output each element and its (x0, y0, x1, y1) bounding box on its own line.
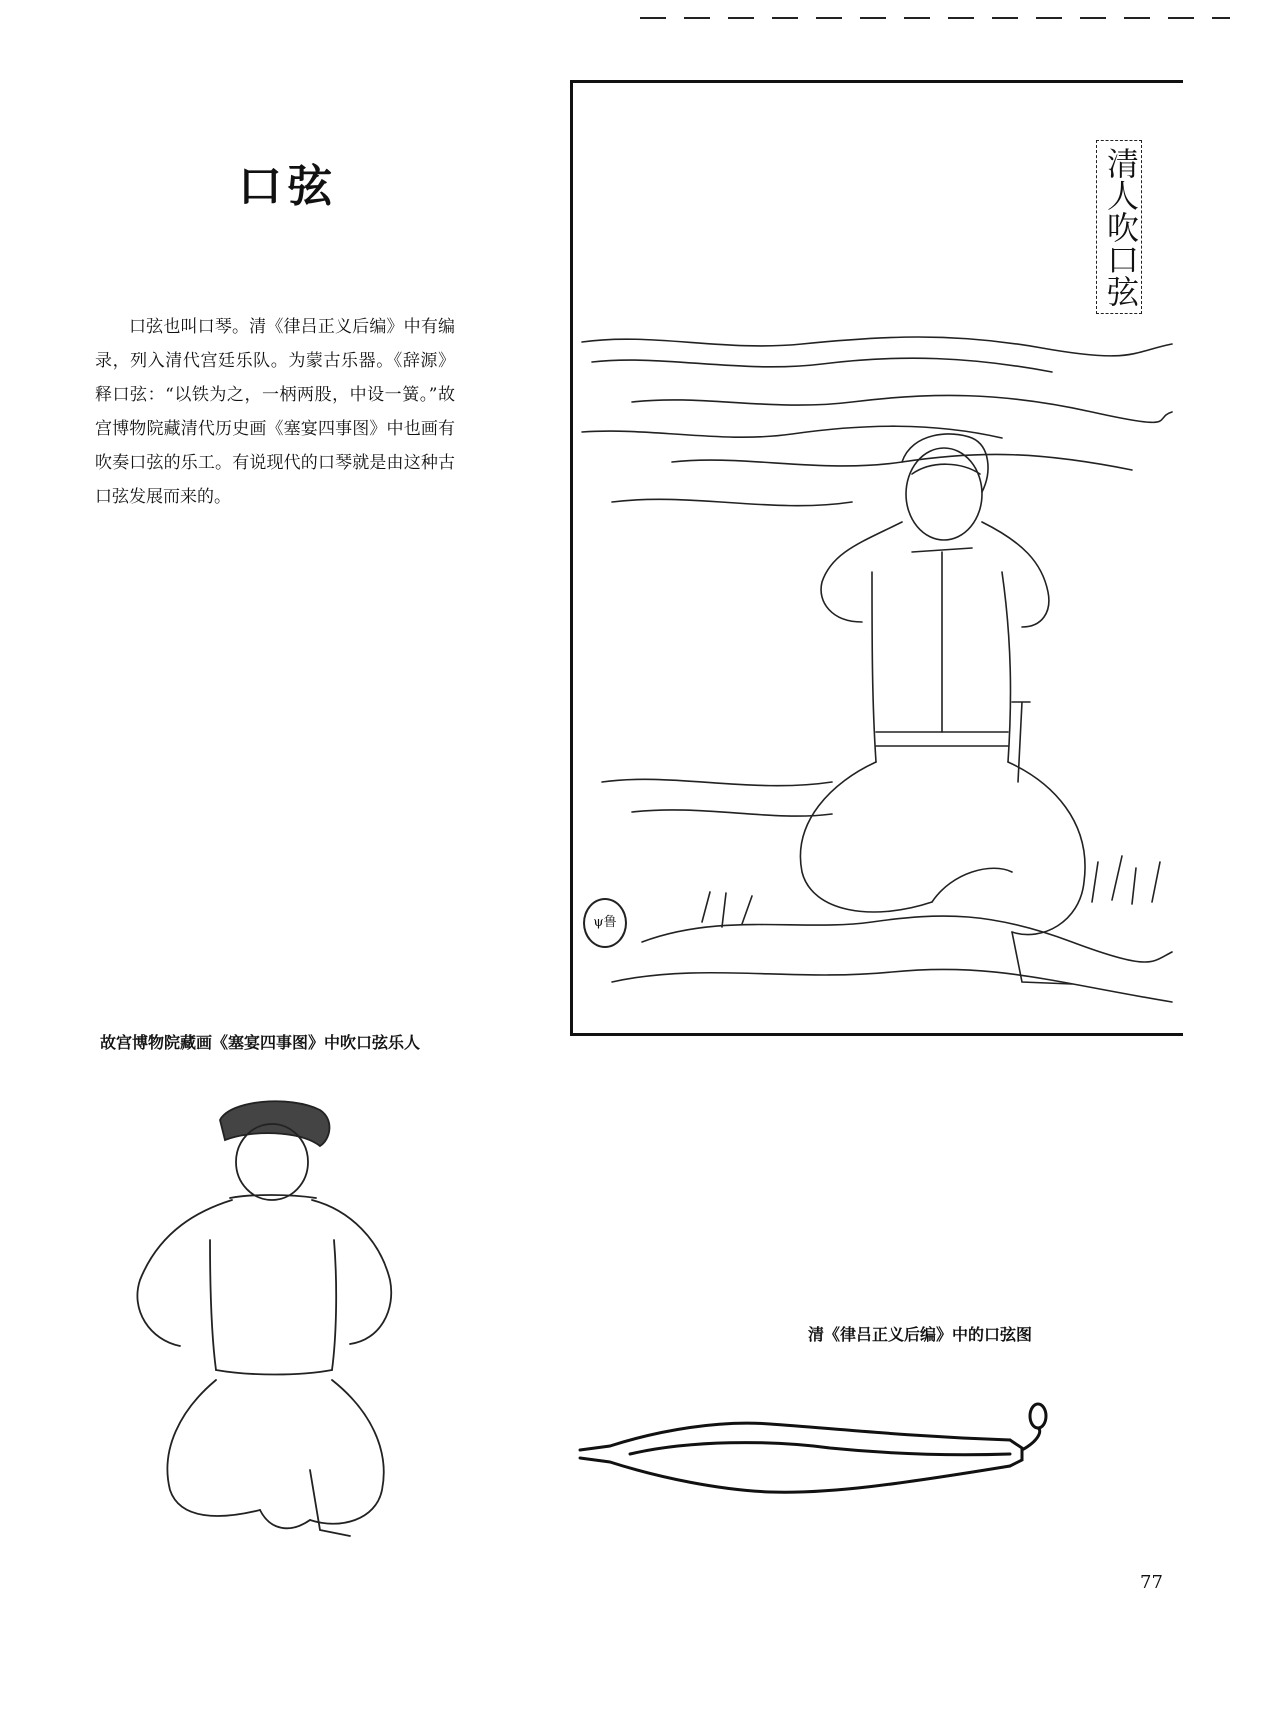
page-number: 77 (1140, 1572, 1163, 1593)
page-title: 口弦 (238, 161, 338, 212)
diagram-caption: 清《律吕正义后编》中的口弦图 (808, 1325, 1033, 1344)
painting-musician-drawing (120, 1090, 450, 1550)
top-dashed-rule (0, 0, 1272, 40)
painting-caption: 故宫博物院藏画《塞宴四事图》中吹口弦乐人 (100, 1033, 421, 1052)
body-paragraph: 口弦也叫口琴。清《律吕正义后编》中有编录，列入清代宫廷乐队。为蒙古乐器。《辞源》释口弦：“以铁为之，一柄两股，中设一簧。”故宫博物院藏清代历史画《塞宴四事图》中也画有吹奏口弦的乐工。有说现代的口琴就是由这种古口弦发展而来的。 (95, 317, 455, 507)
jaw-harp-diagram (570, 1400, 1060, 1500)
artist-seal: ψ鲁 (583, 898, 627, 948)
musician-illustration (572, 82, 1180, 1028)
illustration-vertical-title: 清人吹口弦 (1096, 140, 1142, 314)
